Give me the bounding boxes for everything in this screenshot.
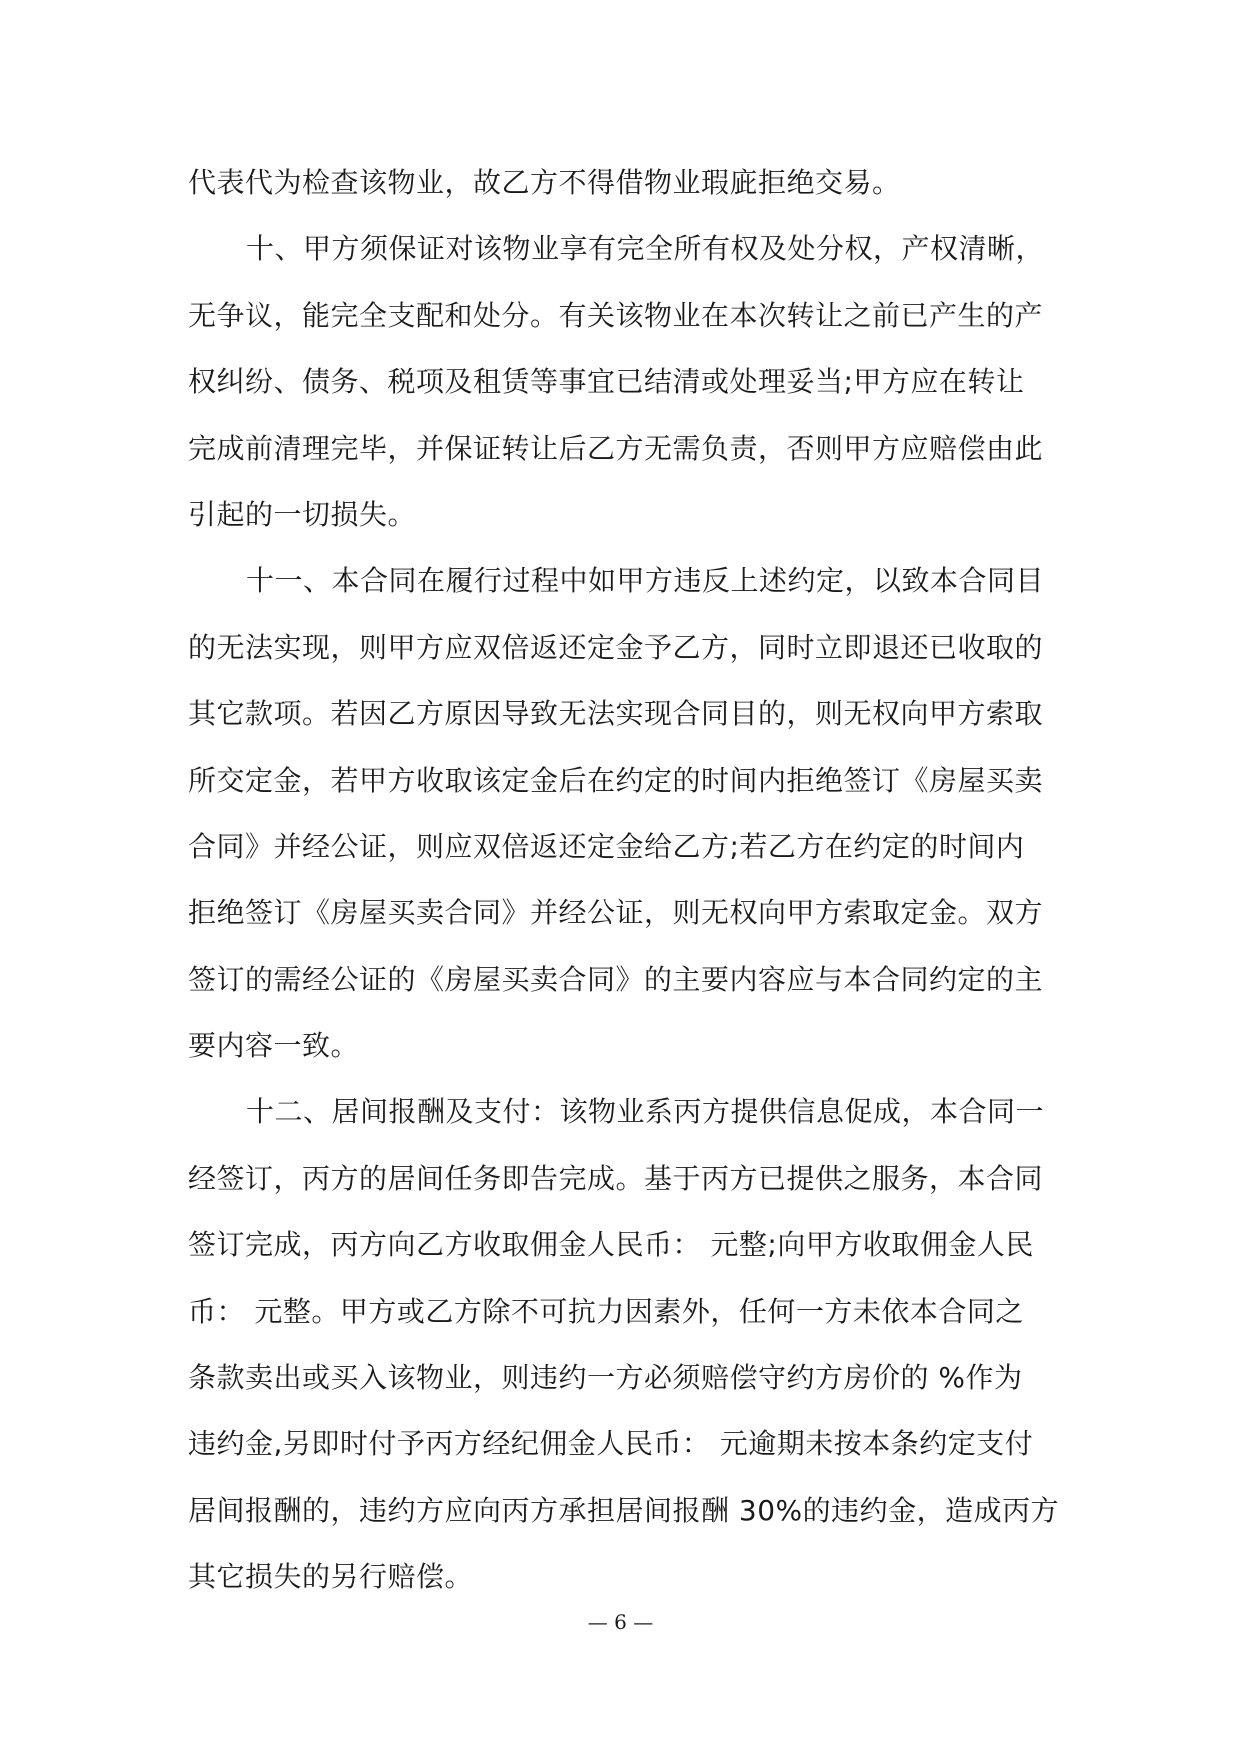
text-line: 合同》并经公证，则应双倍返还定金给乙方;若乙方在约定的时间内 bbox=[188, 829, 1025, 863]
text-line: 引起的一切损失。 bbox=[188, 497, 417, 531]
page-number: — 6 — bbox=[587, 1610, 654, 1634]
text-line: 的无法实现，则甲方应双倍返还定金予乙方，同时立即退还已收取的 bbox=[188, 630, 1044, 664]
text-line: 违约金,另即时付予丙方经纪佣金人民币： 元逾期未按本条约定支付 bbox=[188, 1427, 1034, 1461]
document-body bbox=[188, 150, 1060, 1611]
text-line: 经签订，丙方的居间任务即告完成。基于丙方已提供之服务，本合同 bbox=[188, 1161, 1044, 1195]
clause-12-start: 十二、居间报酬及支付：该物业系丙方提供信息促成，本合同一 bbox=[246, 1095, 1045, 1129]
text-line: 其它损失的另行赔偿。 bbox=[188, 1560, 474, 1594]
text-line: 要内容一致。 bbox=[188, 1029, 360, 1063]
text-line: 所交定金，若甲方收取该定金后在约定的时间内拒绝签订《房屋买卖 bbox=[188, 763, 1044, 797]
text-line: 签订的需经公证的《房屋买卖合同》的主要内容应与本合同约定的主 bbox=[188, 962, 1044, 996]
text-line: 拒绝签订《房屋买卖合同》并经公证，则无权向甲方索取定金。双方 bbox=[188, 896, 1044, 930]
text-line: 完成前清理完毕，并保证转让后乙方无需负责，否则甲方应赔偿由此 bbox=[188, 431, 1044, 465]
text-line: 币： 元整。甲方或乙方除不可抗力因素外，任何一方未依本合同之 bbox=[188, 1294, 1024, 1328]
text-line: 其它款项。若因乙方原因导致无法实现合同目的，则无权向甲方索取 bbox=[188, 697, 1044, 731]
text-line: 条款卖出或买入该物业，则违约一方必须赔偿守约方房价的 %作为 bbox=[188, 1361, 1023, 1395]
text-line: 居间报酬的，违约方应向丙方承担居间报酬 30%的违约金，造成丙方 bbox=[188, 1493, 1060, 1527]
text-line: 签订完成，丙方向乙方收取佣金人民币： 元整;向甲方收取佣金人民 bbox=[188, 1228, 1034, 1262]
text-line: 无争议，能完全支配和处分。有关该物业在本次转让之前已产生的产 bbox=[188, 298, 1044, 332]
clause-11-start: 十一、本合同在履行过程中如甲方违反上述约定，以致本合同目 bbox=[246, 564, 1045, 598]
text-line: 权纠纷、债务、税项及租赁等事宜已结清或处理妥当;甲方应在转让 bbox=[188, 365, 1025, 399]
text-line: 代表代为检查该物业，故乙方不得借物业瑕庛拒绝交易。 bbox=[188, 166, 901, 199]
clause-10-start: 十、甲方须保证对该物业享有完全所有权及处分权，产权清晰， bbox=[246, 232, 1045, 266]
